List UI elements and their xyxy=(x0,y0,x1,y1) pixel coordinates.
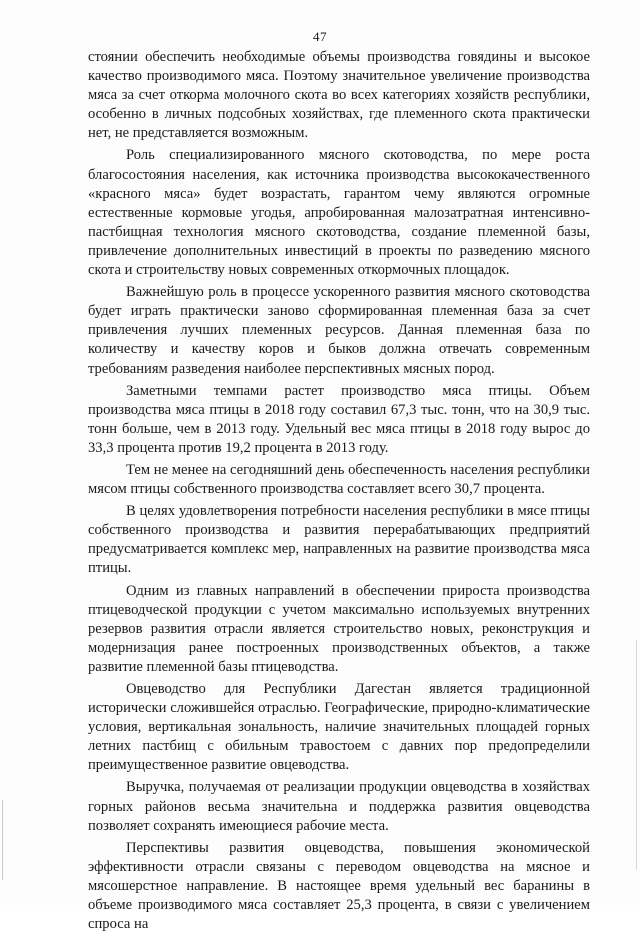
paragraph-breeding-base: Важнейшую роль в процессе ускоренного развития мясного скотоводства будет играть практически заново сформированная племенная база за счет привлечения лучших племенных ресурсов. Данная племенная база по количеству и качеству коров и быков должна отвечать современным требованиям разведения наиболее перспективных мясных пород. xyxy=(88,284,590,377)
paragraph-sheep-breeding: Овцеводство для Республики Дагестан является традиционной исторически сложившейся отраслью. Географические, природно-климатические условия, вертикальная зональность, наличие значительных площадей горных летних пастбищ с обильным травостоем с давних пор предопределили преимущественное развитие овцеводства. xyxy=(88,681,590,774)
paragraph-sheep-revenue: Выручка, получаемая от реализации продукции овцеводства в хозяйствах горных районов весьма значительна и поддержка развития овцеводства позволяет сохранять имеющиеся рабочие места. xyxy=(88,779,590,834)
paragraph-beef-cattle-role: Роль специализированного мясного скотоводства, по мере роста благосостояния населения, как источника производства высококачественного «красного мяса» будет возрастать, гарантом чему являются огромные естественные кормовые угодья, апробированная малозатратная интенсивно-пастбищная технология мясного скотоводства, создание племенной базы, привлечение дополнительных инвестиций в проекты по разведению мясного скота и строительству новых современных откормочных площадок. xyxy=(88,147,590,279)
paragraph-poultry-growth: Заметными темпами растет производство мяса птицы. Объем производства мяса птицы в 2018 году составил 67,3 тыс. тонн, что на 30,9 тыс. тонн больше, чем в 2013 году. Удельный вес мяса птицы в 2018 году вырос до 33,3 процента против 19,2 процента в 2013 году. xyxy=(88,382,590,456)
paragraph-poultry-directions: Одним из главных направлений в обеспечении прироста производства птицеводческой продукции с учетом максимально используемых внутренних резервов развития отрасли является строительство новых, реконструкция и модернизация ранее построенных производственных объектов, а также развитие племенной базы птицеводства. xyxy=(88,582,590,675)
paragraph-poultry-supply: Тем не менее на сегодняшний день обеспеченность населения республики мясом птицы собственного производства составляет всего 30,7 процента. xyxy=(88,461,590,498)
page-number: 47 xyxy=(313,29,327,44)
paragraph-continuation: стоянии обеспечить необходимые объемы производства говядины и высокое качество производимого мяса. Поэтому значительное увеличение производства мяса за счет откорма молочного скота во всех категориях хозяйств республики, особенно в личных подсобных хозяйствах, где племенного скота практически нет, не представляется возможным. xyxy=(88,49,590,142)
scan-edge-mark xyxy=(636,640,637,870)
paragraph-sheep-prospects: Перспективы развития овцеводства, повышения экономической эффективности отрасли связаны с переводом овцеводства на мясное и мясошерстное направление. В настоящее время удельный вес баранины в объеме производимого мяса составляет 25,3 процента, в связи с увеличением спроса на xyxy=(88,839,590,933)
scan-edge-mark xyxy=(2,800,3,880)
body-text xyxy=(88,48,590,937)
paragraph-poultry-measures: В целях удовлетворения потребности населения республики в мясе птицы собственного производства и развития перерабатывающих предприятий предусматривается комплекс мер, направленных на развитие производства мяса птицы. xyxy=(88,503,590,577)
